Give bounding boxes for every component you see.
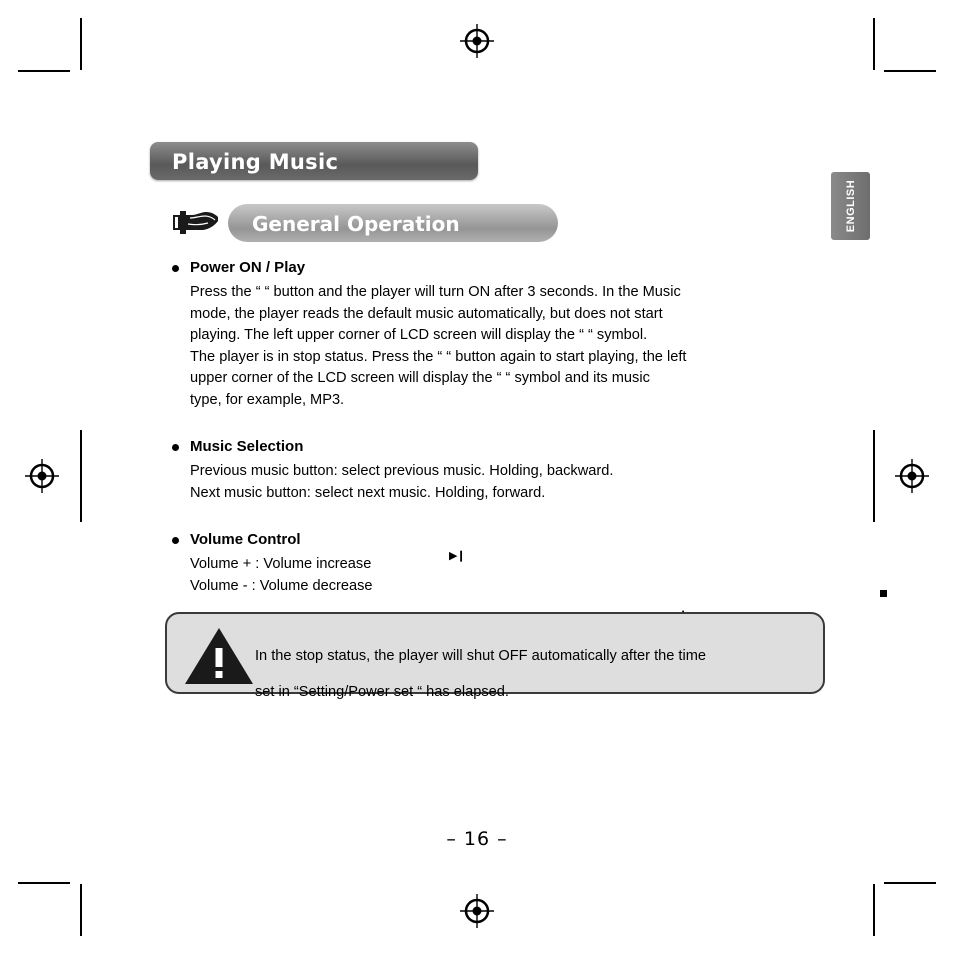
stop-square-icon xyxy=(880,590,887,597)
section-heading-label: Volume Control xyxy=(190,531,301,548)
registration-mark-right xyxy=(895,459,929,493)
body-line-text: upper corner of the LCD screen will display the “ “ symbol and its music xyxy=(190,370,650,386)
crop-mark-bottom-right-horizontal xyxy=(884,882,936,884)
section-body xyxy=(168,282,838,411)
body-line-text: Volume - : Volume decrease xyxy=(190,577,373,594)
page-body xyxy=(168,258,838,619)
body-line-text: mode, the player reads the default music automatically, but does not start xyxy=(190,305,663,322)
crop-mark-bottom-left-horizontal xyxy=(18,882,70,884)
pointing-hand-icon xyxy=(170,203,220,241)
section-subtitle-bar xyxy=(228,204,558,242)
body-line-text: Previous music button: select previous music. Holding, backward. xyxy=(190,463,614,479)
bullet-icon xyxy=(172,444,179,451)
registration-mark-bottom xyxy=(460,894,494,928)
body-line xyxy=(190,347,838,369)
body-line-text: Volume + : Volume increase xyxy=(190,556,372,572)
warning-note-box xyxy=(165,612,825,700)
chapter-title-bar xyxy=(150,142,478,180)
section-subtitle: General Operation xyxy=(252,212,460,236)
section-body xyxy=(168,461,838,504)
body-line xyxy=(190,483,838,505)
body-line-text: type, for example, MP3. xyxy=(190,391,345,408)
page-title: Playing Music xyxy=(172,150,339,174)
section-heading-label: Power ON / Play xyxy=(190,259,306,276)
section-heading-label: Music Selection xyxy=(190,438,304,455)
section-heading xyxy=(168,437,838,457)
warning-triangle-icon xyxy=(183,626,255,686)
body-line xyxy=(190,390,838,412)
section-heading xyxy=(168,258,838,278)
body-line-text: Next music button: select next music. Holding, forward. xyxy=(190,484,546,501)
section-music-selection xyxy=(168,437,838,504)
body-line xyxy=(190,304,838,326)
body-line xyxy=(190,368,838,390)
language-tab xyxy=(831,172,870,240)
crop-mark-top-right-horizontal xyxy=(884,70,936,72)
body-line xyxy=(190,576,838,598)
note-line-text: In the stop status, the player will shut OFF automatically after the time xyxy=(255,647,706,664)
section-body xyxy=(168,554,838,597)
section-volume-control xyxy=(168,530,838,597)
note-line xyxy=(255,682,811,704)
body-line-text: The player is in stop status. Press the “ “ button again to start playing, the left xyxy=(190,348,687,365)
crop-mark-left-edge-vertical xyxy=(80,430,82,522)
warning-note-text xyxy=(255,631,811,718)
language-tab-label: ENGLISH xyxy=(844,179,857,233)
section-heading xyxy=(168,530,838,550)
bullet-icon xyxy=(172,265,179,272)
crop-mark-right-edge-vertical xyxy=(873,430,875,522)
bullet-icon xyxy=(172,537,179,544)
crop-mark-bottom-right-vertical xyxy=(873,884,875,936)
note-line xyxy=(255,646,811,668)
crop-mark-top-right-vertical xyxy=(873,18,875,70)
body-line-text: playing. The left upper corner of LCD screen will display the “ “ symbol. xyxy=(190,327,648,343)
note-line-text: set in “Setting/Power set “ has elapsed. xyxy=(255,683,509,700)
body-line xyxy=(190,325,838,347)
body-line xyxy=(190,554,838,576)
body-line-text: Press the “ “ button and the player will turn ON after 3 seconds. In the Music xyxy=(190,284,681,300)
body-line xyxy=(190,282,838,304)
registration-mark-top xyxy=(460,24,494,58)
play-pause-icon: ▶❙ xyxy=(449,550,465,562)
crop-mark-bottom-left-vertical xyxy=(80,884,82,936)
registration-mark-left xyxy=(25,459,59,493)
crop-mark-top-left-horizontal xyxy=(18,70,70,72)
crop-mark-top-left-vertical xyxy=(80,18,82,70)
body-line xyxy=(190,461,838,483)
page-number: – 16 – xyxy=(446,828,508,850)
